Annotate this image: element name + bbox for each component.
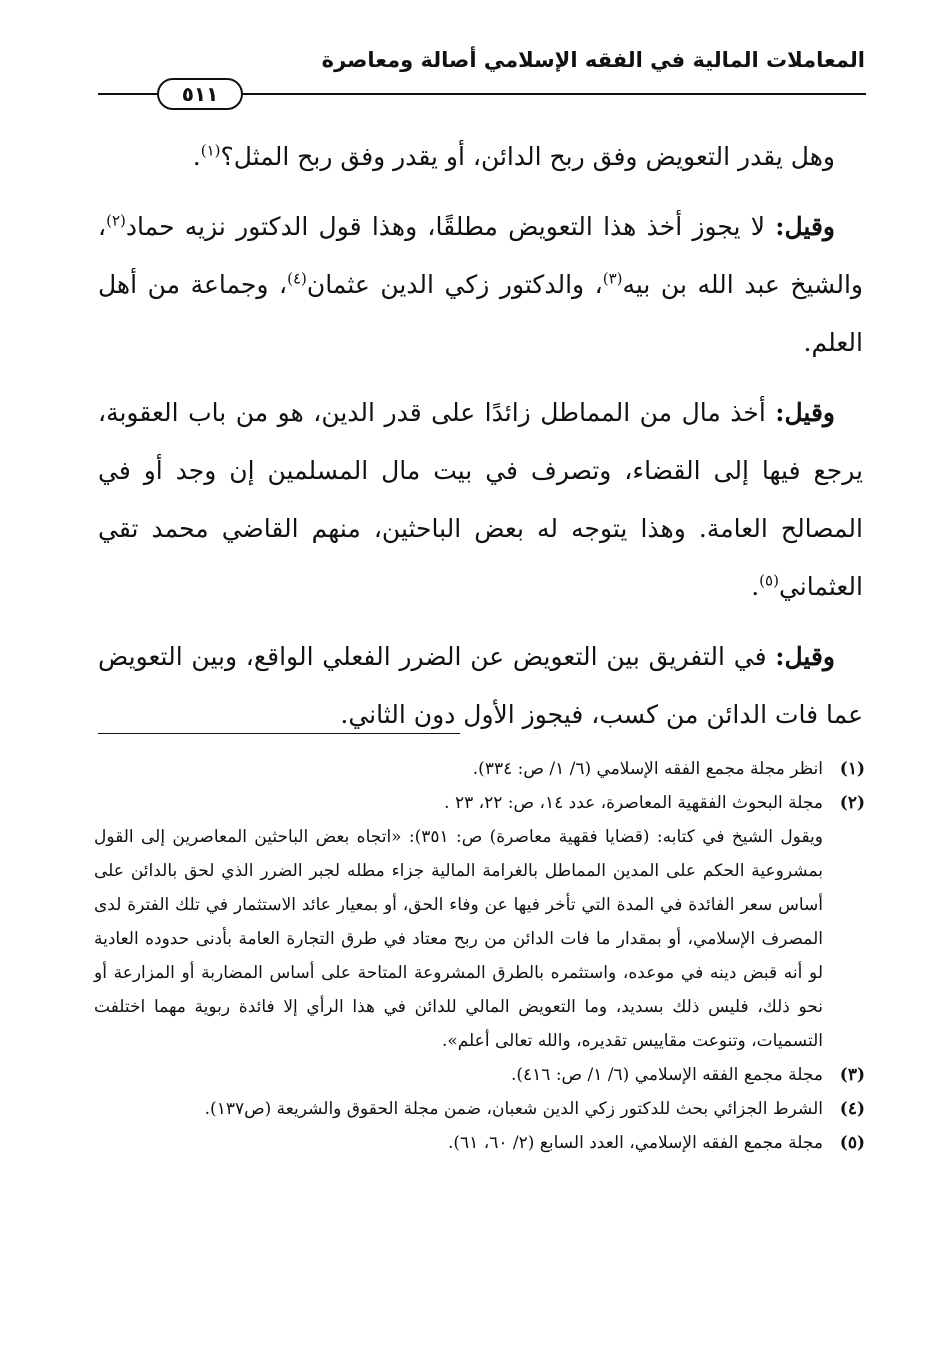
paragraph-2-text-c: ، والدكتور زكي الدين عثمان	[306, 270, 603, 299]
footnote-4-number: (٤)	[839, 1099, 865, 1119]
footnote-5-text: مجلة مجمع الفقه الإسلامي، العدد السابع (٢/ ٦٠، ٦١).	[448, 1133, 823, 1153]
paragraph-1	[98, 128, 863, 186]
footnote-ref-5[interactable]: (٥)	[759, 571, 779, 590]
footnote-ref-2[interactable]: (٢)	[106, 211, 126, 230]
page-number: ٥١١	[157, 78, 243, 110]
footnote-ref-3[interactable]: (٣)	[602, 269, 623, 288]
paragraph-2-text-a: لا يجوز أخذ هذا التعويض مطلقًا، وهذا قول الدكتور نزيه حماد	[125, 212, 776, 241]
footnote-ref-4[interactable]: (٤)	[287, 269, 307, 288]
paragraph-2-lead: وقيل:	[775, 212, 835, 241]
paragraph-1-text: وهل يقدر التعويض وفق ربح الدائن، أو يقدر وفق ربح المثل؟	[220, 142, 835, 171]
footnote-3-text: مجلة مجمع الفقه الإسلامي (٦/ ١/ ص: ٤١٦).	[510, 1065, 823, 1085]
footnote-2-text: مجلة البحوث الفقهية المعاصرة، عدد ١٤، ص: ٢٢، ٢٣ .	[444, 793, 823, 813]
footnote-3-number: (٣)	[839, 1065, 865, 1085]
footnote-ref-1[interactable]: (١)	[200, 141, 221, 160]
paragraph-4	[98, 628, 863, 744]
footnote-5-number: (٥)	[839, 1133, 865, 1153]
footnote-5	[94, 1126, 865, 1160]
paragraph-1-end: .	[192, 142, 201, 171]
footnote-1-text: انظر مجلة مجمع الفقه الإسلامي (٦/ ١/ ص: ٣٣٤).	[472, 759, 823, 779]
paragraph-4-lead: وقيل:	[775, 642, 835, 671]
paragraph-4-text: في التفريق بين التعويض عن الضرر الفعلي الواقع، وبين التعويض عما فات الدائن من كسب، فيجوز الأول دون الثاني.	[98, 642, 863, 729]
footnote-3	[94, 1058, 865, 1092]
footnote-4	[94, 1092, 865, 1126]
running-title: المعاملات المالية في الفقه الإسلامي أصالة ومعاصرة	[321, 48, 865, 72]
footnote-separator	[98, 733, 460, 734]
footnote-1-number: (١)	[839, 759, 865, 779]
footnote-2	[94, 786, 865, 820]
footnote-2-number: (٢)	[839, 793, 865, 813]
paragraph-3-text: أخذ مال من المماطل زائدًا على قدر الدين، هو من باب العقوبة، يرجع فيها إلى القضاء، وتصرف في بيت مال المسلمين إن وجد أو في المصالح العامة. وهذا يتوجه له بعض الباحثين، منهم القاضي محمد تقي العثماني	[98, 398, 863, 601]
paragraph-2-text-b: ، والشيخ عبد الله بن بيه	[98, 212, 863, 299]
footnotes	[94, 752, 865, 1160]
body-text	[98, 128, 863, 756]
paragraph-2	[98, 198, 863, 372]
paragraph-2-text-d: ، وجماعة من أهل العلم.	[98, 270, 863, 357]
footnote-1	[94, 752, 865, 786]
paragraph-3-lead: وقيل:	[775, 398, 835, 427]
footnote-2-continuation: ويقول الشيخ في كتابه: (قضايا فقهية معاصرة) ص: ٣٥١): «اتجاه بعض الباحثين المعاصرين إلى القول بمشروعية الحكم على المدين المماطل بالغرامة المالية جزاء مطله لجبر الضرر الذي لحق بالدائن على أساس سعر الفائدة في المدة التي تأخر فيها عن وفاء الحق، أو بمعيار عائد الاستثمار في تلك الفترة لدى المصرف الإسلامي، أو بمقدار ما فات الدائن من ربح معتاد في طرق التجارة العامة بأدنى حدوده العادية لو أنه قبض دينه في موعده، واستثمره بالطرق المشروعة المتاحة على أساس المضاربة أو المزارعة أو نحو ذلك، فليس ذلك بسديد، وما التعويض المالي للدائن في هذا الرأي إلا فائدة ربوية مهما اختلفت التسميات، وتنوعت مقاييس تقديره، والله تعالى أعلم».	[94, 827, 824, 1051]
paragraph-3-end: .	[751, 572, 760, 601]
footnote-4-text: الشرط الجزائي بحث للدكتور زكي الدين شعبان، ضمن مجلة الحقوق والشريعة (ص١٣٧).	[204, 1099, 823, 1119]
paragraph-3	[98, 384, 863, 616]
